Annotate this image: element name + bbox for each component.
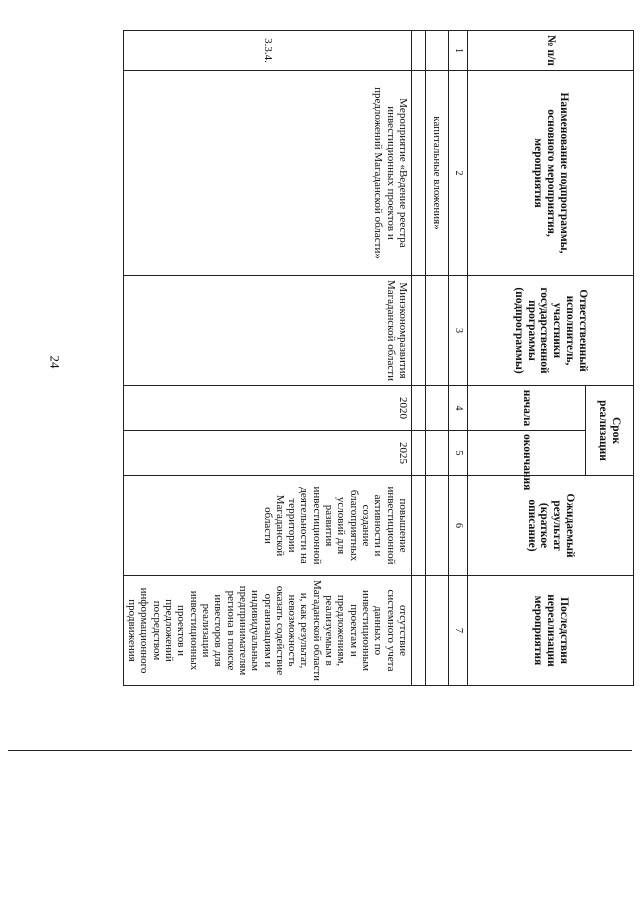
measures-table — [123, 30, 634, 686]
col-number-2: 2 — [449, 71, 468, 276]
header-term: Срок реализации — [586, 386, 634, 476]
col-number-6: 6 — [449, 476, 468, 576]
empty-cell — [426, 476, 449, 576]
measure-result: повышение инвестиционной активности и создание благоприятных условий для развития инвестиционной деятельности на территории Магаданской области — [123, 476, 411, 576]
header-num: № п/п — [468, 31, 634, 71]
header-executor: Ответственный исполнитель, участники государственной программы (подпрограммы) — [468, 276, 634, 386]
col-number-4: 4 — [449, 386, 468, 431]
measure-row — [123, 31, 411, 686]
capital-num-cell — [426, 31, 449, 71]
capital-investments-row — [426, 31, 449, 686]
capital-name-cell: капитальные вложения» — [426, 71, 449, 276]
column-number-row — [449, 31, 468, 686]
header-result: Ожидаемый результат (краткое описание) — [468, 476, 634, 576]
header-row — [586, 31, 634, 686]
header-end: окончания — [468, 431, 586, 476]
measure-name: Мероприятие «Ведение реестра инвестиционных проектов и предложений Магаданской области» — [123, 71, 411, 276]
empty-cell — [412, 31, 426, 71]
empty-cell — [412, 276, 426, 386]
empty-cell — [426, 431, 449, 476]
rotated-table-container — [126, 30, 634, 685]
header-consequences: Последствия нереализации мероприятия — [468, 576, 634, 686]
col-number-3: 3 — [449, 276, 468, 386]
empty-cell — [426, 576, 449, 686]
empty-cell — [412, 386, 426, 431]
measure-start: 2020 — [123, 386, 411, 431]
measure-executor: Минэкономразвития Магаданской области — [123, 276, 411, 386]
measure-consequences: отсутствие системного учета данных по инвестиционным проектам и предложениям, реализуемым в Магаданской области и, как результат, невозможность оказать содействие организациям и индивидуальным предпринимателям региона в поиске инвесторов для реализации инвестиционных проектов и предложений посредством информационного продвижения — [123, 576, 411, 686]
empty-cell — [412, 476, 426, 576]
measure-end: 2025 — [123, 431, 411, 476]
header-name: Наименование подпрограммы, основного мероприятия, мероприятия — [468, 71, 634, 276]
empty-cell — [426, 276, 449, 386]
empty-cell — [412, 71, 426, 276]
col-number-1: 1 — [449, 31, 468, 71]
separator-row — [412, 31, 426, 686]
measure-num: 3.3.4. — [123, 31, 411, 71]
empty-cell — [412, 576, 426, 686]
col-number-5: 5 — [449, 431, 468, 476]
page-number: 24 — [47, 355, 63, 369]
header-start: начала — [468, 386, 586, 431]
col-number-7: 7 — [449, 576, 468, 686]
empty-cell — [426, 386, 449, 431]
empty-cell — [412, 431, 426, 476]
bottom-divider — [8, 750, 632, 751]
